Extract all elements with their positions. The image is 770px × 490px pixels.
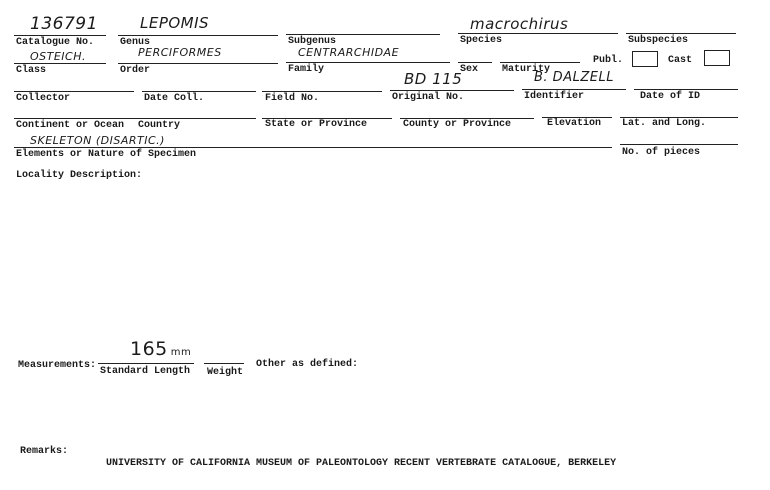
weight-line: [204, 363, 244, 364]
species-line: [458, 33, 618, 34]
county-label: County or Province: [403, 119, 512, 130]
measurements-label: Measurements:: [18, 360, 97, 371]
original-no-value: BD 115: [404, 70, 463, 88]
elements-value: SKELETON (DISARTIC.): [30, 134, 165, 147]
subspecies-label: Subspecies: [628, 35, 689, 46]
remarks-label: Remarks:: [20, 446, 69, 457]
maturity-label: Maturity: [502, 64, 551, 75]
catalogue-no-line: [14, 35, 106, 36]
elements-line: [14, 147, 612, 148]
family-value: CENTRARCHIDAE: [298, 46, 400, 59]
class-value: OSTEICH.: [30, 50, 87, 63]
genus-label: Genus: [120, 37, 151, 48]
date-coll-label: Date Coll.: [144, 93, 205, 104]
no-of-pieces-label: No. of pieces: [622, 147, 701, 158]
publ-checkbox[interactable]: [632, 51, 658, 67]
subspecies-line: [626, 33, 736, 34]
genus-value: LEPOMIS: [140, 14, 210, 32]
collector-line: [14, 91, 134, 92]
original-no-label: Original No.: [392, 92, 465, 103]
species-value: macrochirus: [470, 15, 569, 33]
identifier-line: [522, 89, 626, 90]
identifier-label: Identifier: [524, 91, 585, 102]
order-label: Order: [120, 65, 151, 76]
cast-checkbox[interactable]: [704, 50, 730, 66]
elevation-label: Elevation: [547, 118, 602, 129]
class-line: [14, 63, 106, 64]
locality-label: Locality Description:: [16, 170, 143, 181]
family-line: [286, 62, 450, 63]
other-label: Other as defined:: [256, 359, 359, 370]
standard-length-line: [98, 363, 194, 364]
subgenus-line: [286, 34, 440, 35]
lat-long-label: Lat. and Long.: [622, 118, 707, 129]
standard-length-label: Standard Length: [100, 366, 191, 377]
country-label: Country: [138, 120, 181, 131]
class-label: Class: [16, 65, 47, 76]
date-of-id-label: Date of ID: [640, 91, 701, 102]
cast-label: Cast: [668, 55, 693, 66]
order-line: [118, 63, 278, 64]
state-label: State or Province: [265, 119, 368, 130]
elements-label: Elements or Nature of Specimen: [16, 149, 197, 160]
no-of-pieces-line: [620, 144, 738, 145]
publ-label: Publ.: [593, 55, 624, 66]
maturity-line: [500, 62, 580, 63]
weight-label: Weight: [207, 367, 244, 378]
order-value: PERCIFORMES: [138, 46, 222, 59]
catalogue-no-label: Catalogue No.: [16, 37, 95, 48]
collector-label: Collector: [16, 93, 71, 104]
field-no-label: Field No.: [265, 93, 320, 104]
continent-country-line: [14, 118, 256, 119]
identifier-value: B. DALZELL: [534, 70, 614, 85]
date-of-id-line: [634, 89, 738, 90]
family-label: Family: [288, 64, 325, 75]
sex-line: [458, 62, 492, 63]
date-coll-line: [142, 91, 256, 92]
genus-line: [118, 35, 278, 36]
standard-length-value: 165 mm: [130, 338, 192, 360]
species-label: Species: [460, 35, 503, 46]
sex-label: Sex: [460, 64, 479, 75]
catalogue-no-value: 136791: [30, 14, 98, 34]
original-no-line: [390, 90, 514, 91]
field-no-line: [262, 91, 382, 92]
institution-footer: UNIVERSITY OF CALIFORNIA MUSEUM OF PALEONTOLOGY RECENT VERTEBRATE CATALOGUE, BERKELEY: [106, 458, 617, 469]
continent-label: Continent or Ocean: [16, 120, 125, 131]
subgenus-label: Subgenus: [288, 36, 337, 47]
